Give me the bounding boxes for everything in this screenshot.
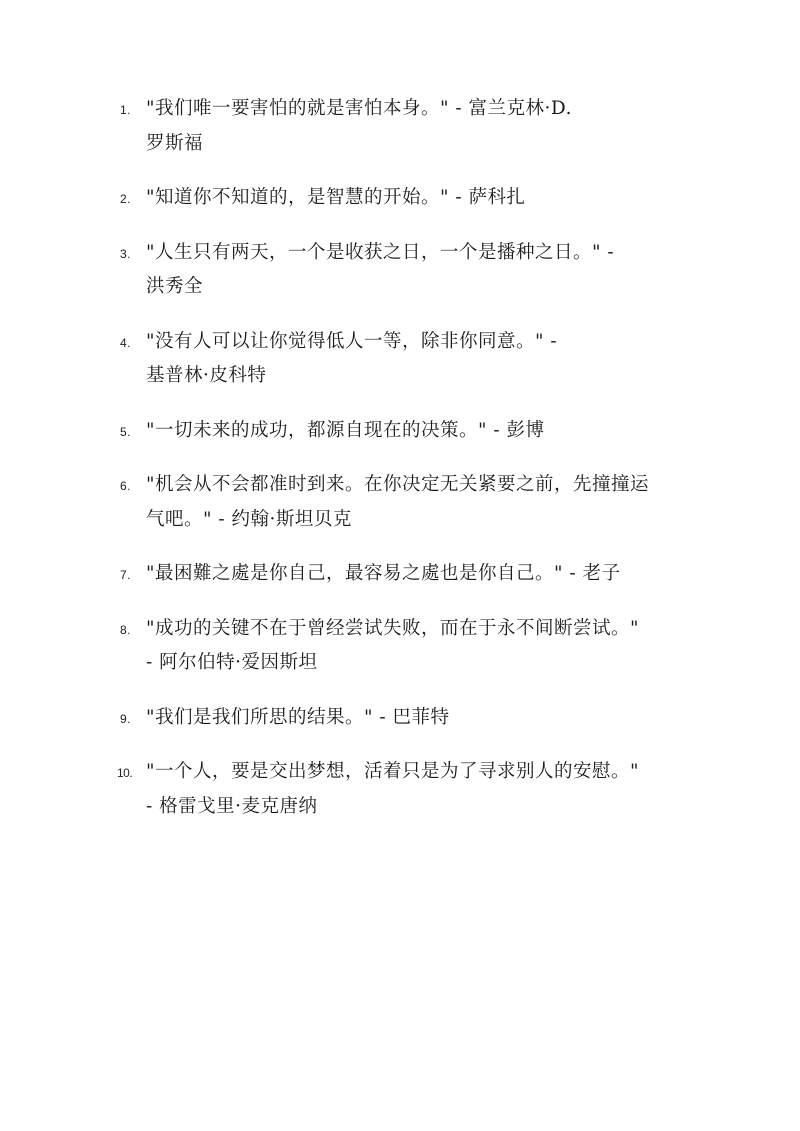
quote-text-line: "知道你不知道的，是智慧的开始。" - 萨科扎: [146, 187, 526, 208]
quote-text-line: 基普林·皮科特: [146, 365, 267, 386]
quote-number: 7.: [120, 568, 132, 582]
quote-item-1: [118, 92, 718, 161]
quote-text-line: "我们唯一要害怕的就是害怕本身。" - 富兰克林·D.: [146, 98, 572, 119]
quote-text-line: "最困難之處是你自己，最容易之處也是你自己。" - 老子: [146, 563, 621, 584]
quote-text-line: "一个人，要是交出梦想，活着只是为了寻求别人的安慰。": [146, 761, 640, 782]
quote-number: 9.: [120, 711, 132, 726]
quote-text-line: - 格雷戈里·麦克唐纳: [146, 795, 318, 817]
quote-text-line: "成功的关键不在于曾经尝试失败，而在于永不间断尝试。": [146, 617, 640, 639]
quote-text-line: "一切未来的成功，都源自现在的决策。" - 彭博: [146, 419, 545, 441]
quote-number: 10.: [117, 766, 133, 780]
quote-number: 6.: [120, 479, 132, 493]
quote-text-line: 气吧。" - 约翰·斯坦贝克: [146, 508, 352, 530]
quote-text-line: - 阿尔伯特·爱因斯坦: [146, 652, 318, 673]
quote-number: 2.: [120, 192, 132, 206]
quote-item-8: [118, 612, 718, 681]
quote-number: 1.: [120, 103, 132, 117]
quote-text-line: "没有人可以让你觉得低人一等，除非你同意。" -: [146, 330, 558, 352]
quote-text-line: "人生只有两天，一个是收获之日，一个是播种之日。" -: [146, 241, 615, 263]
quote-item-5: [118, 414, 718, 449]
quote-number: 5.: [120, 424, 132, 439]
quote-item-2: [118, 181, 718, 216]
quote-list: [118, 92, 718, 844]
quote-number: 8.: [120, 622, 132, 637]
quote-text-line: 罗斯福: [146, 132, 204, 154]
quote-text-line: "我们是我们所思的结果。" - 巴菲特: [146, 706, 450, 728]
quote-number: 4.: [120, 335, 132, 350]
quote-item-9: [118, 701, 718, 736]
quote-item-10: [118, 755, 718, 824]
quote-item-3: [118, 236, 718, 305]
quote-text-line: "机会从不会都准时到来。在你决定无关紧要之前，先撞撞运: [146, 474, 650, 495]
quote-text-line: 洪秀全: [146, 276, 204, 297]
quote-item-4: [118, 325, 718, 394]
quote-item-7: [118, 557, 718, 592]
quote-number: 3.: [120, 246, 132, 261]
quote-item-6: [118, 468, 718, 537]
